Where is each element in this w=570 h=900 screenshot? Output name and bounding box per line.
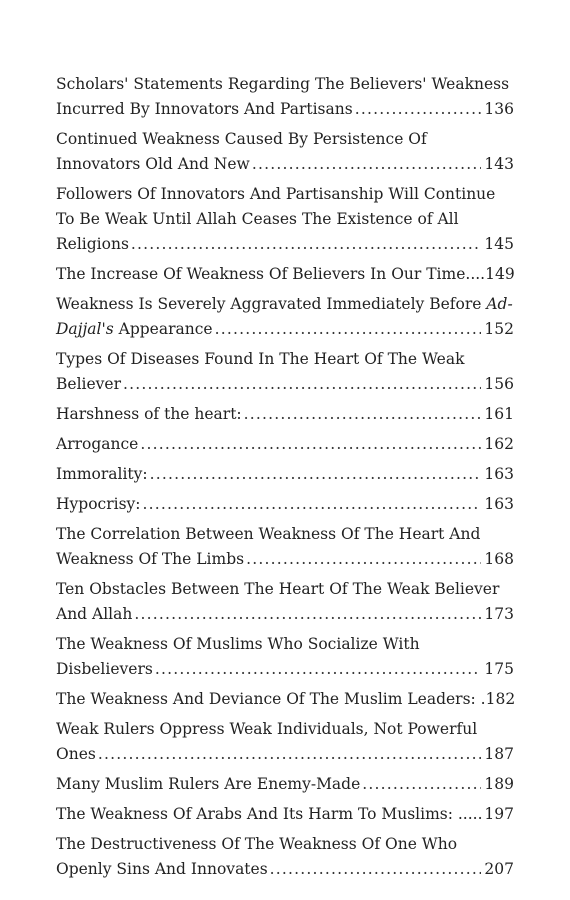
toc-entry[interactable]	[56, 717, 514, 767]
entry-title-line: Believer	[56, 375, 121, 393]
dot-leader	[140, 432, 481, 457]
entry-leader-line	[56, 232, 514, 257]
entry-title-line: Harshness of the heart:	[56, 405, 242, 423]
toc-entry[interactable]	[56, 347, 514, 397]
entry-title-line: Openly Sins And Innovates	[56, 860, 268, 878]
dot-leader	[215, 317, 482, 342]
toc-entry[interactable]	[56, 462, 514, 487]
page-number: 163	[484, 465, 514, 483]
entry-title-line: The Weakness Of Arabs And Its Harm To Muslims: .....	[56, 805, 483, 823]
entry-leader-line	[56, 547, 514, 572]
page-number: 149	[485, 265, 515, 283]
entry-title-line: Scholars' Statements Regarding The Believers' Weakness	[56, 75, 510, 93]
toc-entry[interactable]	[56, 182, 514, 257]
entry-leader-line	[56, 317, 514, 342]
entry-leader-line	[56, 372, 514, 397]
entry-title-line: Arrogance	[56, 435, 139, 453]
page-number: 187	[484, 745, 514, 763]
entry-title-line	[56, 292, 514, 317]
toc-entry[interactable]	[56, 492, 514, 517]
page-number: 182	[485, 690, 516, 708]
toc-entry[interactable]	[56, 522, 514, 572]
dot-leader	[150, 462, 482, 487]
dot-leader	[98, 742, 482, 767]
entry-title-line: Weakness Of The Limbs	[56, 550, 245, 568]
entry-title-line: Disbelievers	[56, 660, 153, 678]
dot-leader	[355, 97, 482, 122]
page-number: 162	[484, 435, 514, 453]
dot-leader	[155, 657, 482, 682]
dot-leader	[362, 772, 481, 797]
dot-leader	[244, 402, 482, 427]
entry-title-line: Types Of Diseases Found In The Heart Of The Weak	[56, 350, 465, 368]
entry-title-line: Many Muslim Rulers Are Enemy-Made	[56, 775, 361, 793]
page-number: 161	[484, 405, 514, 423]
entry-title-line: Ones	[56, 745, 96, 763]
entry-leader-line	[56, 462, 514, 487]
dot-leader	[131, 232, 482, 257]
entry-title-italic: Dajjal's	[56, 320, 114, 338]
entry-title-line: Ten Obstacles Between The Heart Of The Weak Believer	[56, 580, 500, 598]
entry-title-line: The Increase Of Weakness Of Believers In Our Time....	[56, 265, 486, 283]
entry-leader-line	[56, 742, 514, 767]
entry-title-line: Hypocrisy:	[56, 495, 141, 513]
entry-leader-line	[56, 802, 514, 827]
entry-title-line: The Weakness And Deviance Of The Muslim Leaders: .	[56, 690, 486, 708]
toc-entry[interactable]	[56, 802, 514, 827]
page-number: 173	[484, 605, 514, 623]
entry-title-line: Followers Of Innovators And Partisanship Will Continue	[56, 185, 496, 203]
page-number: 168	[484, 550, 514, 568]
entry-leader-line	[56, 657, 514, 682]
entry-title-line: The Weakness Of Muslims Who Socialize With	[56, 635, 420, 653]
entry-title-line: Religions	[56, 235, 129, 253]
entry-title-italic: Ad-	[486, 295, 513, 313]
entry-title-line: Weak Rulers Oppress Weak Individuals, Not Powerful	[56, 720, 478, 738]
entry-title-line: Immorality:	[56, 465, 148, 483]
entry-title-line: Continued Weakness Caused By Persistence Of	[56, 130, 427, 148]
toc-entry[interactable]	[56, 432, 514, 457]
toc-entry[interactable]	[56, 632, 514, 682]
dot-leader	[143, 492, 482, 517]
entry-title-line: Innovators Old And New	[56, 155, 250, 173]
page-number: 152	[484, 320, 514, 338]
entry-leader-line	[56, 772, 514, 797]
dot-leader	[134, 602, 481, 627]
toc-entry[interactable]	[56, 72, 514, 122]
table-of-contents	[56, 72, 514, 887]
page-number: 145	[484, 235, 514, 253]
page-number: 156	[484, 375, 514, 393]
toc-entry[interactable]	[56, 127, 514, 177]
entry-leader-line	[56, 262, 514, 287]
page-number: 207	[484, 860, 514, 878]
entry-leader-line	[56, 97, 514, 122]
entry-title-line: The Correlation Between Weakness Of The Heart And	[56, 525, 481, 543]
toc-entry[interactable]	[56, 577, 514, 627]
dot-leader	[246, 547, 481, 572]
toc-entry[interactable]	[56, 262, 514, 287]
entry-leader-line	[56, 492, 514, 517]
page-number: 197	[484, 805, 514, 823]
entry-title-line: The Destructiveness Of The Weakness Of One Who	[56, 835, 458, 853]
entry-title-line: To Be Weak Until Allah Ceases The Existence of All	[56, 210, 459, 228]
page-number: 136	[484, 100, 514, 118]
entry-title-text: Appearance	[113, 320, 213, 338]
entry-leader-line	[56, 602, 514, 627]
entry-title-text: Weakness Is Severely Aggravated Immediately Before	[56, 295, 487, 313]
entry-title-line: Incurred By Innovators And Partisans	[56, 100, 353, 118]
page-number: 189	[484, 775, 514, 793]
toc-entry[interactable]	[56, 402, 514, 427]
page-number: 143	[484, 155, 514, 173]
entry-leader-line	[56, 152, 514, 177]
entry-leader-line	[56, 432, 514, 457]
entry-title-line	[56, 317, 213, 342]
entry-title-line: And Allah	[56, 605, 133, 623]
toc-entry[interactable]	[56, 687, 514, 712]
dot-leader	[270, 857, 482, 882]
entry-leader-line	[56, 402, 514, 427]
toc-entry[interactable]	[56, 832, 514, 882]
page-number: 175	[484, 660, 514, 678]
toc-entry[interactable]	[56, 292, 514, 342]
page-number: 163	[484, 495, 514, 513]
entry-leader-line	[56, 687, 514, 712]
dot-leader	[252, 152, 482, 177]
toc-entry[interactable]	[56, 772, 514, 797]
entry-leader-line	[56, 857, 514, 882]
dot-leader	[123, 372, 481, 397]
